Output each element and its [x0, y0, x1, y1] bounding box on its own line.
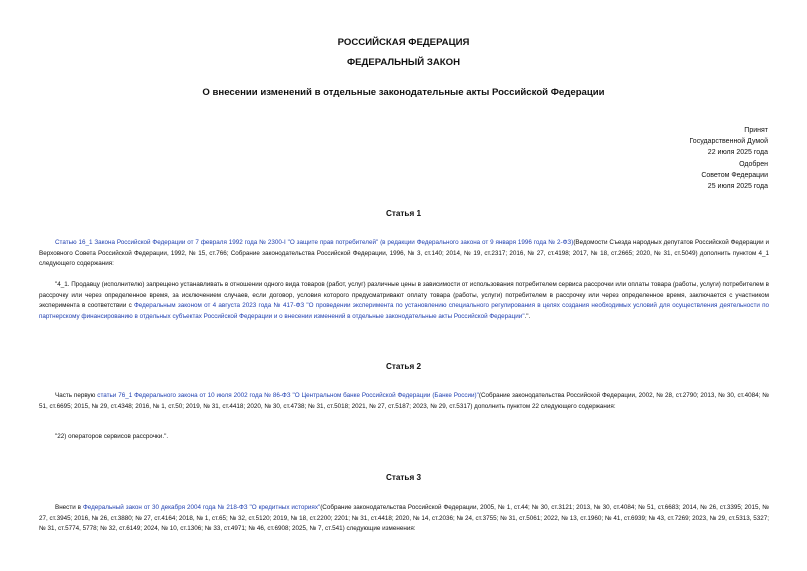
article-3-paragraph-1: [39, 503, 769, 535]
article-1-paragraph-1: [39, 238, 769, 270]
article-2-p1-pre: Часть первую: [55, 392, 98, 399]
article-3-heading: Статья 3: [385, 473, 422, 482]
law-type-heading: ФЕДЕРАЛЬНЫЙ ЗАКОН: [346, 57, 461, 68]
article-1-p1-text: (Ведомости Съезда народных депутатов Российской Федерации и Верховного Совета Российской Федерации, 1992, № 15, ст.766; Собрание законодательства Российской Федерации, 1996, № 3, ст.140; 2014, № 19, ст.2317; 2016, № 27, ст.4198; 2017, № 18, ст.2665; 2020, № 31, ст.5049) дополнить пунктом 4_1 следующего содержания:: [39, 239, 769, 268]
article-1-law-link[interactable]: Статью 16_1 Закона Российской Федерации от 7 февраля 1992 года № 2300-I "О защите прав потребителей" (в редакции Федерального закона от 9 января 1996 года № 2-ФЗ): [55, 239, 574, 246]
approved-label: Одобрен: [739, 160, 768, 168]
law-title: О внесении изменений в отдельные законодательные акты Российской Федерации: [202, 87, 605, 98]
article-1-experiment-law-link[interactable]: Федеральным законом от 4 августа 2023 года № 417-ФЗ "О проведении эксперимента по установлению специального регулирования в целях создания необходимых условий для осуществления деятельности по партнерскому финансированию в отдельных субъектах Российской Федерации и о внесении изменений в отдельные законодательные акты Российской Федерации": [39, 302, 769, 320]
accepted-label: Принят: [744, 127, 768, 134]
country-heading: РОССИЙСКАЯ ФЕДЕРАЦИЯ: [337, 37, 470, 48]
adoption-block: [689, 125, 768, 192]
article-3-p1-pre: Внести в: [55, 504, 83, 511]
article-3-credit-history-law-link[interactable]: Федеральный закон от 30 декабря 2004 года № 218-ФЗ "О кредитных историях": [82, 504, 321, 511]
article-1-heading: Статья 1: [385, 209, 422, 218]
duma-label: Государственной Думой: [689, 138, 768, 146]
article-2-heading: Статья 2: [385, 362, 422, 371]
article-2-paragraph-1: [39, 391, 769, 412]
article-3-p1-text: (Собрание законодательства Российской Федерации, 2005, № 1, ст.44; № 30, ст.3121; 2013, № 30, ст.4084; № 51, ст.6683; 2014, № 26, ст.3395; 2015, № 27, ст.3945; 2016, № 26, ст.3880; № 27, ст.4164; 2018, № 1, ст.65; № 32, ст.5120; 2019, № 18, ст.2200; 2201; № 31, ст.4418; 2020, № 14, ст.2036; № 24, ст.3755; № 31, ст.5061; 2022, № 13, ст.1960; № 41, ст.6939; № 43, ст.7269; 2023, № 29, ст.5313, 5327; № 31, ст.5774, 5778; № 32, ст.6149; 2024, № 10, ст.1306; № 33, ст.4971; № 46, ст.6908; 2025, № 7, ст.541) следующие изменения:: [39, 504, 769, 533]
article-1-p2-text: "4_1. Продавцу (исполнителю) запрещено устанавливать в отношении одного вида товаров (работ, услуг) различные цены в зависимости от использования потребителем сервиса рассрочки или оплаты товара (работы, услуги) потребителем в рассрочку или через определенное время, за исключением случаев, если договор, условия которого предусматривают оплату товара (работы, услуги) потребителем в рассрочку или через определенное время, заключается с участником эксперимента в соответствии с: [39, 281, 769, 310]
article-1-paragraph-2: [39, 280, 769, 322]
article-2-central-bank-law-link[interactable]: статьи 76_1 Федерального закона от 10 июля 2002 года № 86-ФЗ "О Центральном банке Российской Федерации (Банке России)": [97, 392, 479, 399]
council-date: 25 июля 2025 года: [707, 183, 768, 191]
article-1-p2-end: .".: [524, 312, 531, 320]
council-label: Советом Федерации: [701, 171, 768, 179]
article-2-paragraph-2: "22) операторов сервисов рассрочки.".: [55, 433, 169, 440]
article-2-p1-text: (Собрание законодательства Российской Федерации, 2002, № 28, ст.2790; 2013, № 30, ст.4084; № 51, ст.6695; 2015, № 29, ст.4348; 2016, № 1, ст.50; 2019, № 31, ст.4418; 2020, № 30, ст.4738; № 31, ст.5018; 2021, № 27, ст.5187; 2023, № 29, ст.5317) дополнить пунктом 22 следующего содержания:: [39, 392, 769, 410]
duma-date: 22 июля 2025 года: [707, 149, 768, 157]
